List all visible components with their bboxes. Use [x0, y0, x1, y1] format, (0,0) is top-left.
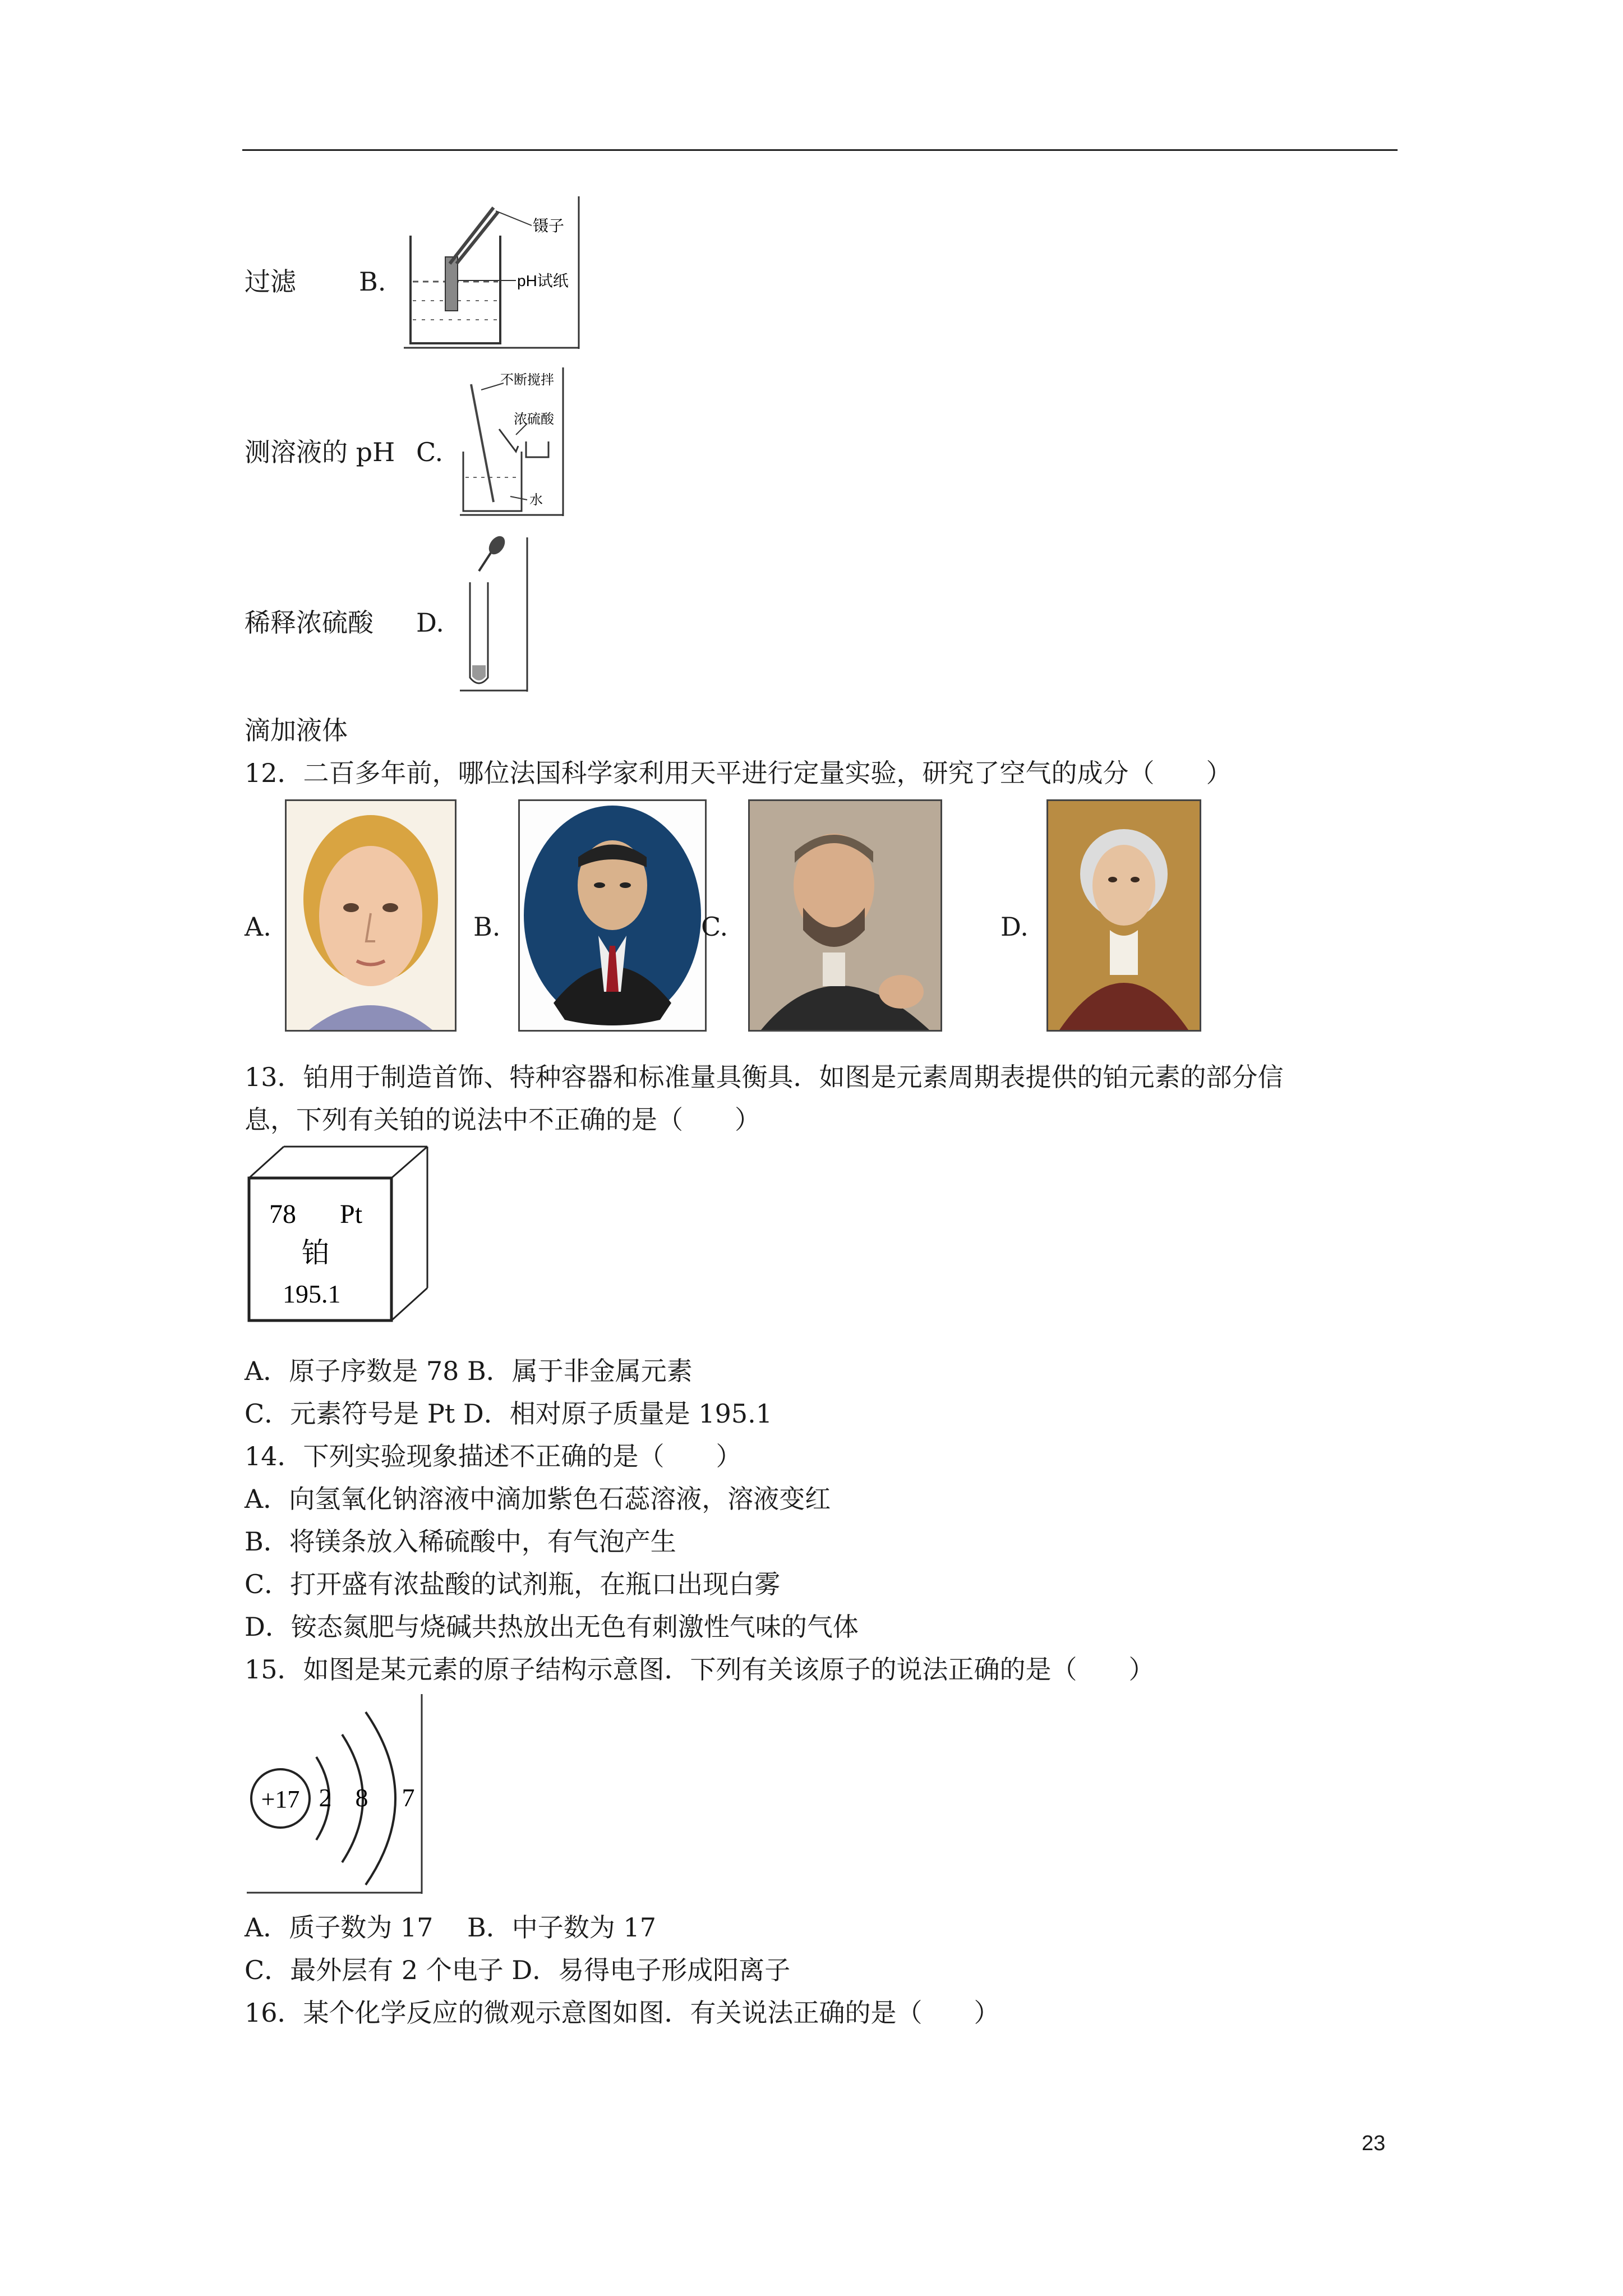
portrait-d — [1046, 799, 1201, 1032]
shell-2-electrons: 8 — [355, 1783, 368, 1812]
option-a-text: 过滤 — [245, 266, 296, 297]
q12-option-b: B. — [473, 912, 501, 942]
q12-option-c: C. — [701, 912, 728, 942]
atomic-structure-diagram — [247, 1694, 426, 1896]
dropper-figure — [460, 537, 533, 692]
portrait-a — [285, 799, 457, 1032]
portrait-c — [748, 799, 942, 1032]
dilution-figure — [460, 367, 566, 516]
q14-option-b: B．将镁条放入稀硫酸中，有气泡产生 — [245, 1526, 676, 1557]
option-d-letter: D. — [416, 608, 444, 638]
fig-b-label-ph-paper: pH试纸 — [517, 272, 569, 289]
option-b-letter: B. — [359, 266, 386, 297]
q15-stem: 15．如图是某元素的原子结构示意图．下列有关该原子的说法正确的是（ ） — [245, 1654, 1155, 1685]
q15-options-line1: A．质子数为 17 B．中子数为 17 — [245, 1912, 656, 1943]
option-c-text: 稀释浓硫酸 — [245, 608, 374, 638]
q13-options-line1: A．原子序数是 78 B．属于非金属元素 — [245, 1356, 693, 1386]
fig-c-label-acid: 浓硫酸 — [514, 412, 554, 427]
element-name: 铂 — [302, 1236, 330, 1269]
q13-options-line2: C．元素符号是 Pt D．相对原子质量是 195.1 — [245, 1398, 773, 1429]
q14-stem: 14．下列实验现象描述不正确的是（ ） — [245, 1441, 742, 1471]
element-tile — [247, 1144, 432, 1323]
option-d-text: 滴加液体 — [245, 715, 348, 746]
fig-c-label-water: 水 — [529, 493, 543, 508]
option-b-text: 测溶液的 pH — [245, 437, 395, 467]
q16-stem: 16．某个化学反应的微观示意图如图．有关说法正确的是（ ） — [245, 1998, 1000, 2028]
q12-stem: 12．二百多年前，哪位法国科学家利用天平进行定量实验，研究了空气的成分（ ） — [245, 758, 1232, 788]
page-number: 23 — [1362, 2132, 1386, 2155]
q15-options-line2: C．最外层有 2 个电子 D．易得电子形成阳离子 — [245, 1955, 791, 1985]
q12-option-d: D. — [1000, 912, 1029, 942]
portrait-b — [518, 799, 707, 1032]
element-symbol: Pt — [340, 1199, 363, 1229]
q14-option-d: D．铵态氮肥与烧碱共热放出无色有刺激性气味的气体 — [245, 1612, 859, 1642]
q13-stem-line2: 息，下列有关铂的说法中不正确的是（ ） — [245, 1105, 760, 1135]
shell-1-electrons: 2 — [319, 1783, 332, 1812]
option-c-letter: C. — [416, 437, 444, 467]
element-number: 78 — [269, 1199, 296, 1229]
shell-3-electrons: 7 — [402, 1783, 415, 1812]
fig-c-label-stir: 不断搅拌 — [500, 372, 554, 388]
q12-option-a: A. — [245, 912, 271, 942]
nucleus-charge: +17 — [261, 1786, 300, 1813]
q13-stem-line1: 13．铂用于制造首饰、特种容器和标准量具衡具．如图是元素周期表提供的铂元素的部分信 — [245, 1062, 1284, 1092]
q14-option-c: C．打开盛有浓盐酸的试剂瓶，在瓶口出现白雾 — [245, 1569, 781, 1599]
q14-option-a: A．向氢氧化钠溶液中滴加紫色石蕊溶液，溶液变红 — [245, 1484, 831, 1514]
header-rule — [242, 149, 1398, 151]
fig-b-label-tweezers: 镊子 — [533, 217, 565, 234]
ph-test-figure — [404, 196, 583, 349]
element-mass: 195.1 — [283, 1280, 341, 1308]
